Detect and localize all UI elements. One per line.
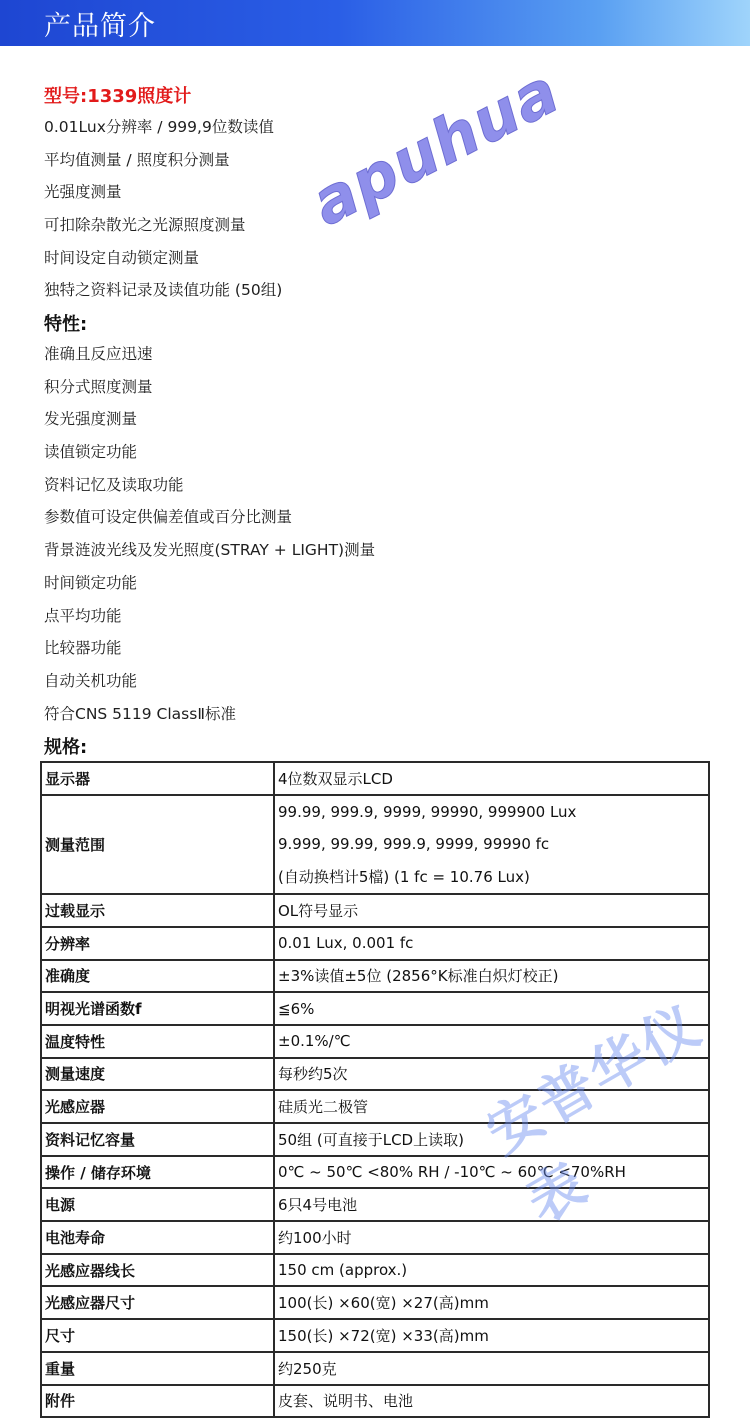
brand-watermark: apuhua <box>300 54 571 241</box>
spec-value: 约250克 <box>274 1352 709 1385</box>
intro-item: 独特之资料记录及读值功能 (50组) <box>44 281 283 300</box>
spec-key: 分辨率 <box>41 927 274 960</box>
spec-key: 重量 <box>41 1352 274 1385</box>
table-row <box>41 1352 709 1385</box>
intro-list <box>44 111 282 307</box>
table-row <box>41 1385 709 1418</box>
spec-key: 尺寸 <box>41 1319 274 1352</box>
table-row <box>41 1221 709 1254</box>
spec-key: 光感应器尺寸 <box>41 1286 274 1319</box>
range-note-line: (自动换档计5檔) (1 fc = 10.76 Lux) <box>278 867 530 886</box>
table-row <box>41 1254 709 1287</box>
range-fc-line: 9.999, 99.99, 999.9, 9999, 99990 fc <box>278 835 550 854</box>
spec-value: 150 cm (approx.) <box>274 1254 709 1287</box>
spec-value: 150(长) ×72(宽) ×33(高)mm <box>274 1319 709 1352</box>
company-watermark: 安普华仪表 <box>476 992 713 1236</box>
table-row <box>41 927 709 960</box>
features-list <box>44 338 375 730</box>
spec-value: 4位数双显示LCD <box>274 762 709 795</box>
page-title: 产品简介 <box>44 11 156 42</box>
intro-item: 平均值测量 / 照度积分测量 <box>44 150 230 169</box>
specs-heading: 规格: <box>44 737 88 758</box>
table-row <box>41 762 709 795</box>
feature-item: 符合CNS 5119 ClassⅡ标准 <box>44 704 236 723</box>
spec-value: 100(长) ×60(宽) ×27(高)mm <box>274 1286 709 1319</box>
spec-key: 显示器 <box>41 762 274 795</box>
spec-key: 电池寿命 <box>41 1221 274 1254</box>
intro-item: 0.01Lux分辨率 / 999,9位数读值 <box>44 118 274 136</box>
spec-key: 温度特性 <box>41 1025 274 1058</box>
spec-key: 资料记忆容量 <box>41 1123 274 1156</box>
spec-value: 皮套、说明书、电池 <box>274 1385 709 1418</box>
spec-value: 硅质光二极管 <box>274 1090 709 1123</box>
features-heading: 特性: <box>44 314 88 335</box>
spec-value: ±0.1%/℃ <box>274 1025 709 1058</box>
feature-item: 准确且反应迅速 <box>44 345 153 363</box>
spec-key: 附件 <box>41 1385 274 1418</box>
feature-item: 读值锁定功能 <box>44 443 138 462</box>
spec-value: 0.01 Lux, 0.001 fc <box>274 927 709 960</box>
table-row <box>41 960 709 993</box>
feature-item: 发光强度测量 <box>44 410 138 429</box>
spec-value: 0℃ ~ 50℃ <80% RH / -10℃ ~ 60℃ <70%RH <box>274 1156 709 1189</box>
model-label: 型号:1339照度计 <box>44 86 192 107</box>
header-banner <box>0 0 750 46</box>
intro-item: 可扣除杂散光之光源照度测量 <box>44 216 246 235</box>
spec-key: 测量范围 <box>41 795 274 895</box>
spec-value: 6只4号电池 <box>274 1188 709 1221</box>
feature-item: 背景涟波光线及发光照度(STRAY + LIGHT)测量 <box>44 541 376 560</box>
spec-key: 光感应器 <box>41 1090 274 1123</box>
intro-item: 时间设定自动锁定测量 <box>44 248 200 267</box>
intro-item: 光强度测量 <box>44 183 122 202</box>
spec-key: 准确度 <box>41 960 274 993</box>
spec-key: 光感应器线长 <box>41 1254 274 1287</box>
table-row <box>41 1319 709 1352</box>
spec-value: 50组 (可直接于LCD上读取) <box>274 1123 709 1156</box>
spec-value: 约100小时 <box>274 1221 709 1254</box>
feature-item: 时间锁定功能 <box>44 573 138 592</box>
feature-item: 参数值可设定供偏差值或百分比测量 <box>44 508 293 527</box>
table-row <box>41 894 709 927</box>
spec-value: OL符号显示 <box>274 894 709 927</box>
table-row <box>41 1286 709 1319</box>
spec-key: 过载显示 <box>41 894 274 927</box>
feature-item: 积分式照度测量 <box>44 377 153 396</box>
spec-key: 测量速度 <box>41 1058 274 1091</box>
spec-key: 明视光谱函数f <box>41 992 274 1025</box>
feature-item: 点平均功能 <box>44 606 122 625</box>
feature-item: 资料记忆及读取功能 <box>44 475 184 494</box>
range-lux-line: 99.99, 999.9, 9999, 99990, 999900 Lux <box>278 802 577 821</box>
spec-key: 操作 / 储存环境 <box>41 1156 274 1189</box>
table-row <box>41 795 709 895</box>
feature-item: 自动关机功能 <box>44 671 138 690</box>
feature-item: 比较器功能 <box>44 639 122 658</box>
spec-key: 电源 <box>41 1188 274 1221</box>
spec-value: 每秒约5次 <box>274 1058 709 1091</box>
spec-value <box>274 795 709 895</box>
spec-value: ±3%读值±5位 (2856°K标准白炽灯校正) <box>274 960 709 993</box>
spec-value: ≦6% <box>274 992 709 1025</box>
